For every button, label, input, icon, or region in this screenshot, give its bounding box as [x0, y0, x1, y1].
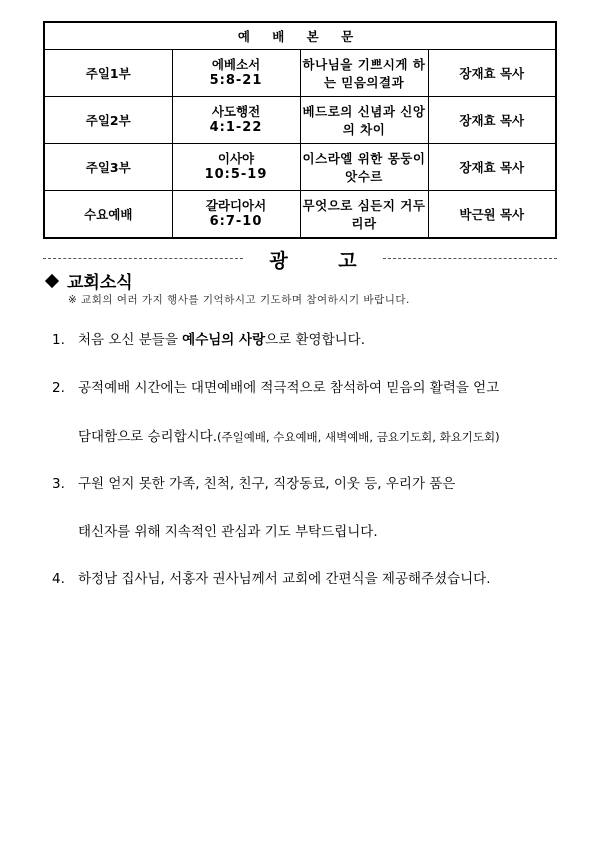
service-name: 주일2부 — [44, 97, 172, 144]
scripture-reference — [172, 97, 300, 144]
scripture-reference — [172, 144, 300, 191]
item-text: 담대함으로 승리합시다. — [78, 429, 217, 445]
sermon-title: 하나님을 기쁘시게 하는 믿음의결과 — [300, 50, 428, 97]
service-name: 수요예배 — [44, 191, 172, 239]
announcement-item — [52, 376, 499, 396]
scripture-book: 갈라디아서 — [205, 198, 267, 213]
scripture-verse: 6:7-10 — [209, 214, 263, 229]
church-news-note: ※ 교회의 여러 가지 행사를 기억하시고 기도하며 참여하시기 바랍니다. — [68, 294, 410, 306]
item-number: 2. — [52, 380, 65, 396]
worship-table-title: 예 배 본 문 — [44, 22, 556, 50]
item-number: 1. — [52, 332, 65, 348]
announcement-item-continuation — [78, 520, 378, 540]
announcement-item — [52, 567, 491, 587]
item-text: 공적예배 시간에는 대면예배에 적극적으로 참석하여 믿음의 활력을 얻고 — [78, 380, 500, 396]
announcements-title: 광 고 — [269, 250, 379, 272]
preacher-name: 장재효 목사 — [428, 50, 556, 97]
service-name: 주일1부 — [44, 50, 172, 97]
church-news-label: 교회소식 — [67, 273, 133, 293]
scripture-verse: 10:5-19 — [204, 167, 268, 182]
table-row — [44, 50, 556, 97]
preacher-name: 장재효 목사 — [428, 97, 556, 144]
scripture-book: 사도행전 — [211, 104, 261, 119]
scripture-verse: 5:8-21 — [209, 73, 263, 88]
item-number: 4. — [52, 571, 65, 587]
preacher-name: 박근원 목사 — [428, 191, 556, 239]
worship-table — [43, 21, 557, 239]
item-text: 하정남 집사님, 서홍자 권사님께서 교회에 간편식을 제공해주셨습니다. — [78, 571, 491, 587]
service-name: 주일3부 — [44, 144, 172, 191]
dashed-divider-right — [383, 258, 557, 259]
announcement-item — [52, 328, 365, 348]
church-news-heading — [44, 268, 133, 293]
diamond-bullet-icon — [45, 273, 59, 287]
table-row — [44, 144, 556, 191]
announcement-item — [52, 472, 455, 492]
scripture-verse: 4:1-22 — [209, 120, 263, 135]
table-row — [44, 97, 556, 144]
scripture-book: 이사야 — [217, 151, 255, 166]
item-emphasis: 예수님의 사랑 — [182, 332, 266, 348]
dashed-divider-left — [43, 258, 243, 259]
table-row — [44, 191, 556, 239]
service-list: (주일예배, 수요예배, 새벽예배, 금요기도회, 화요기도회) — [217, 430, 500, 444]
item-text-end: 으로 환영합니다. — [265, 332, 365, 348]
item-text: 처음 오신 분들을 — [78, 332, 183, 348]
item-text: 구원 얻지 못한 가족, 친척, 친구, 직장동료, 이웃 등, 우리가 품은 — [78, 476, 456, 492]
sermon-title: 베드로의 신념과 신앙의 차이 — [300, 97, 428, 144]
preacher-name: 장재효 목사 — [428, 144, 556, 191]
item-text: 태신자를 위해 지속적인 관심과 기도 부탁드립니다. — [78, 524, 378, 540]
item-number: 3. — [52, 476, 65, 492]
sermon-title: 이스라엘 위한 몽둥이 앗수르 — [300, 144, 428, 191]
announcements-header — [43, 246, 557, 270]
scripture-book: 에베소서 — [211, 57, 261, 72]
announcement-item-continuation — [78, 425, 500, 445]
sermon-title: 무엇으로 심든지 거두리라 — [300, 191, 428, 239]
scripture-reference — [172, 191, 300, 239]
scripture-reference — [172, 50, 300, 97]
